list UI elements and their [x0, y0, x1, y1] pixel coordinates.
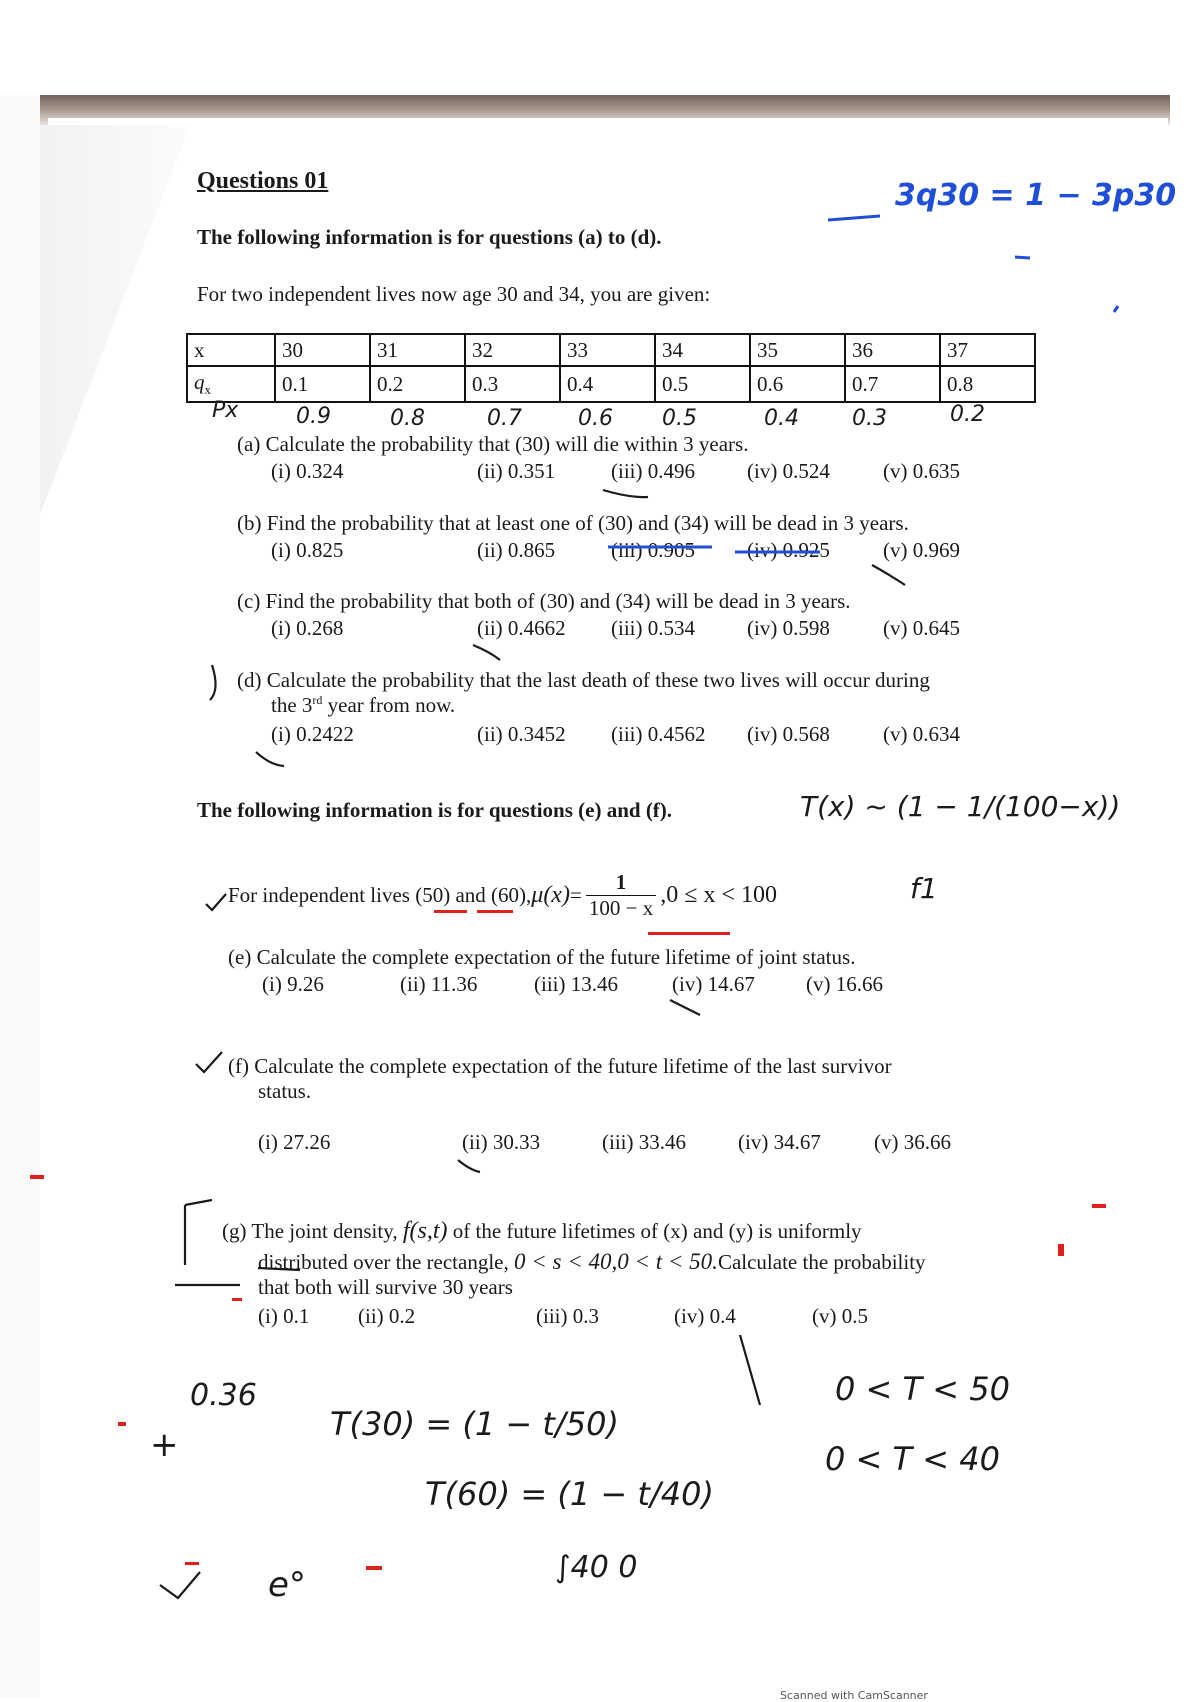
table-cell: 0.8 — [940, 366, 1035, 402]
option: (iii) 0.496 — [611, 459, 695, 483]
table-cell: 30 — [275, 334, 370, 366]
row-label-x: x — [187, 334, 275, 366]
bracket-mark — [185, 1200, 212, 1265]
question-e-text: (e) Calculate the complete expectation of the future lifetime of joint status. — [228, 945, 856, 969]
intro-questions-e-f: The following information is for questions (e) and (f). — [197, 798, 673, 822]
answer-tick — [603, 490, 648, 497]
question-d-text-line2: the 3rd year from now. — [271, 693, 456, 717]
question-f-text: (f) Calculate the complete expectation of the future lifetime of the last survivor — [228, 1054, 892, 1078]
option: (v) 36.66 — [874, 1130, 951, 1154]
handwritten-note-left: 0.36 — [190, 1378, 257, 1413]
option: (ii) 0.865 — [477, 538, 556, 562]
question-c-text: (c) Find the probability that both of (30) and (34) will be dead in 3 years. — [237, 589, 851, 613]
option: (iv) 0.524 — [747, 459, 830, 483]
option: (iv) 0.925 — [747, 538, 830, 562]
handwritten-px-value: 0.3 — [852, 406, 887, 431]
question-a-text: (a) Calculate the probability that (30) will die within 3 years. — [237, 432, 749, 456]
option: (iv) 0.598 — [747, 616, 830, 640]
table-cell: 0.1 — [275, 366, 370, 402]
option: (v) 0.634 — [883, 722, 960, 746]
table-cell: 0.2 — [370, 366, 465, 402]
option: (i) 27.26 — [258, 1130, 331, 1154]
question-b-text: (b) Find the probability that at least one of (30) and (34) will be dead in 3 years. — [237, 511, 909, 535]
black-pen-strokes — [160, 490, 905, 1598]
handwritten-px-value: 0.4 — [764, 406, 799, 431]
question-d-text: (d) Calculate the probability that the last death of these two lives will occur during — [237, 668, 930, 692]
option: (ii) 0.2 — [358, 1304, 416, 1328]
option: (ii) 0.4662 — [477, 616, 566, 640]
answer-tick — [473, 645, 500, 660]
handwritten-range-2: 0 < T < 40 — [825, 1440, 1000, 1478]
option: (i) 0.324 — [271, 459, 344, 483]
check-mark — [160, 1572, 200, 1598]
handwritten-px-value: 0.6 — [578, 406, 613, 431]
option: (iv) 14.67 — [672, 972, 755, 996]
table-cell: 0.4 — [560, 366, 655, 402]
option: (iii) 13.46 — [534, 972, 618, 996]
handwritten-integral: ∫40 0 — [555, 1550, 638, 1585]
blue-stroke — [1015, 257, 1030, 258]
option: (ii) 0.3452 — [477, 722, 566, 746]
option: (v) 0.645 — [883, 616, 960, 640]
option: (iii) 0.905 — [611, 538, 695, 562]
blue-stroke — [1114, 306, 1118, 312]
question-g-text-line3: that both will survive 30 years — [258, 1275, 513, 1299]
option: (v) 16.66 — [806, 972, 883, 996]
table-cell: 0.5 — [655, 366, 750, 402]
option: (ii) 11.36 — [400, 972, 478, 996]
blue-pen-strokes — [608, 216, 1118, 552]
option: (iii) 0.4562 — [611, 722, 706, 746]
blue-stroke — [828, 216, 880, 220]
answer-tick — [872, 565, 905, 585]
intro-questions-a-d: The following information is for questions (a) to (d). — [197, 225, 662, 249]
option: (i) 0.268 — [271, 616, 344, 640]
handwritten-px-value: 0.2 — [950, 402, 985, 427]
handwritten-note-top-right: 3q30 = 1 − 3p30 — [895, 178, 1177, 213]
answer-tick — [458, 1160, 480, 1172]
handwritten-px-value: 0.5 — [662, 406, 697, 431]
handwritten-note-g2: T(60) = (1 − t/40) — [425, 1475, 714, 1513]
option: (i) 0.2422 — [271, 722, 354, 746]
option: (v) 0.969 — [883, 538, 960, 562]
handwritten-px-value: 0.8 — [390, 406, 425, 431]
check-mark — [206, 894, 226, 910]
question-g-text: (g) The joint density, f(s,t) of the future lifetimes of (x) and (y) is uniformly — [222, 1218, 862, 1244]
table-cell: 33 — [560, 334, 655, 366]
option: (iii) 0.534 — [611, 616, 695, 640]
fraction: $\frac{1}{100 - x}$ — [586, 870, 657, 921]
option: (ii) 30.33 — [462, 1130, 541, 1154]
table-cell: 0.7 — [845, 366, 940, 402]
page-heading: Questions 01 — [197, 168, 329, 194]
check-mark — [196, 1052, 222, 1072]
option: (iii) 33.46 — [602, 1130, 686, 1154]
scanner-watermark: Scanned with CamScanner — [780, 1689, 928, 1702]
table-cell: 36 — [845, 334, 940, 366]
table-cell: 0.3 — [465, 366, 560, 402]
table-cell: 0.6 — [750, 366, 845, 402]
option: (iii) 0.3 — [536, 1304, 599, 1328]
option: (i) 9.26 — [262, 972, 324, 996]
handwritten-note-g1: T(30) = (1 − t/50) — [330, 1405, 619, 1443]
table-cell: 35 — [750, 334, 845, 366]
handwritten-px-value: 0.9 — [296, 404, 331, 429]
handwritten-range-1: 0 < T < 50 — [835, 1370, 1010, 1408]
answer-tick — [670, 1000, 700, 1015]
handwritten-e-circle: e° — [268, 1565, 306, 1605]
handwritten-note-ef: T(x) ~ (1 − 1/(100−x)) — [800, 790, 1121, 823]
option: (iv) 0.4 — [674, 1304, 736, 1328]
underline-mark — [258, 1268, 300, 1270]
option: (v) 0.635 — [883, 459, 960, 483]
question-g-text-line2: distributed over the rectangle, 0 < s < 40,0 < t < 50.Calculate the probability — [258, 1249, 926, 1274]
handwritten-plus: + — [150, 1425, 179, 1465]
table-cell: 31 — [370, 334, 465, 366]
table-cell: 34 — [655, 334, 750, 366]
table-cell: 32 — [465, 334, 560, 366]
question-f-text-line2: status. — [258, 1079, 312, 1103]
mortality-line: For independent lives (50) and (60), μ(x) = $\frac{1}{100 - x}$ ,0 ≤ x < 100 — [228, 870, 778, 920]
given-line: For two independent lives now age 30 and 34, you are given: — [197, 282, 711, 306]
handwritten-px-label: Px — [212, 398, 239, 423]
option: (iv) 34.67 — [738, 1130, 821, 1154]
option: (i) 0.1 — [258, 1304, 310, 1328]
check-mark — [210, 665, 216, 700]
option: (iv) 0.568 — [747, 722, 830, 746]
stroke — [740, 1335, 760, 1405]
handwritten-px-value: 0.7 — [487, 406, 522, 431]
row-label-q: $q_x$ — [187, 366, 275, 402]
option: (ii) 0.351 — [477, 459, 556, 483]
handwritten-note-f1: f1 — [910, 872, 938, 905]
answer-tick — [256, 752, 284, 766]
option: (i) 0.825 — [271, 538, 344, 562]
table-cell: 37 — [940, 334, 1035, 366]
option: (v) 0.5 — [812, 1304, 868, 1328]
